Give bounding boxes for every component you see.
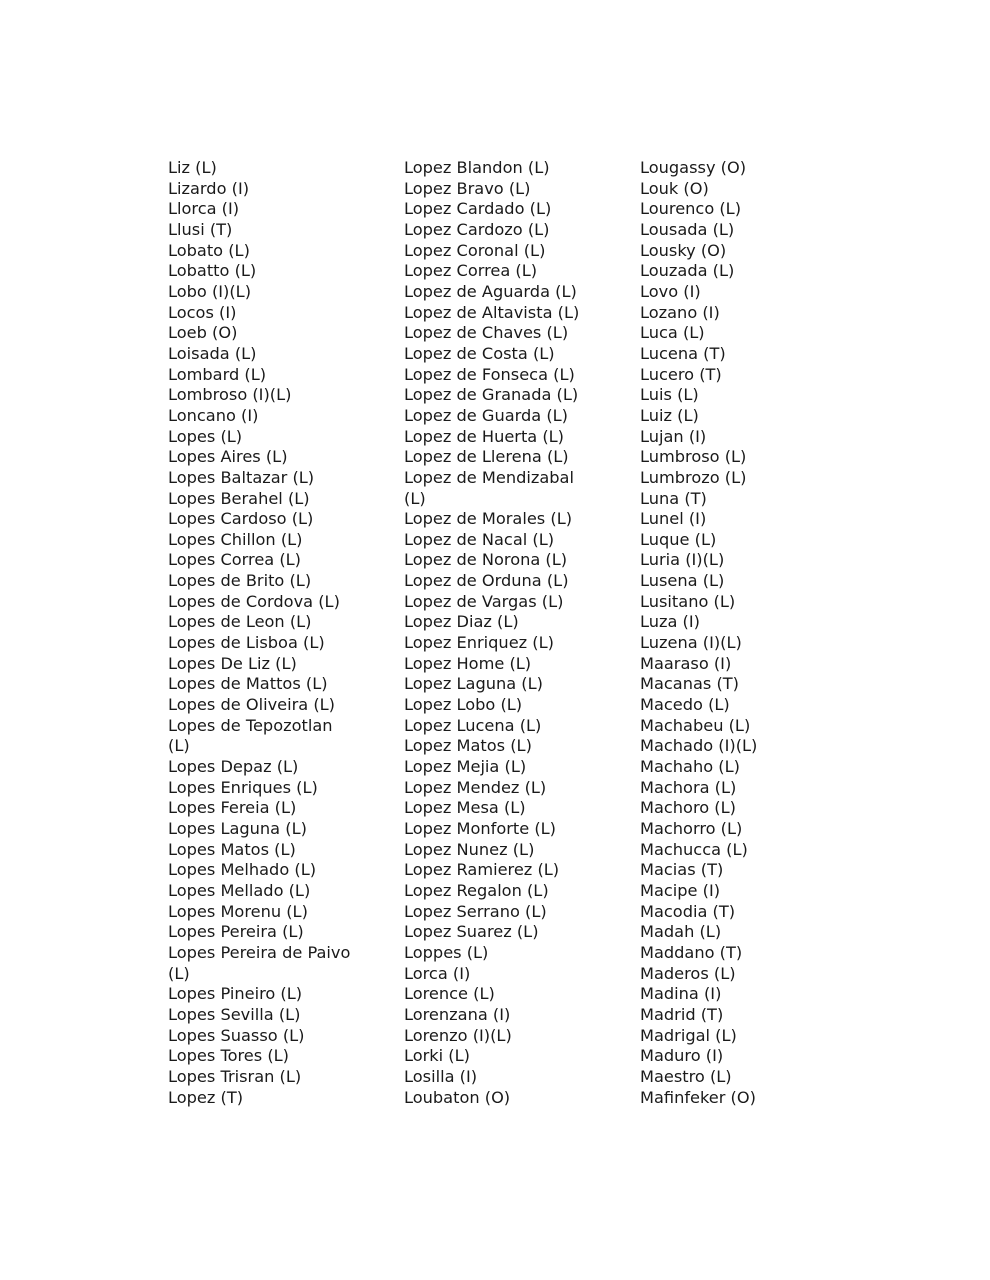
surname-entry: Lopez Lobo (L) bbox=[404, 695, 523, 715]
surname-entry: Luiz (L) bbox=[640, 405, 699, 425]
surname-entry: Mafinfeker (O) bbox=[640, 1087, 756, 1107]
surname-entry: Lumbrozo (L) bbox=[640, 467, 747, 487]
surname-entry: Lopes Chillon (L) bbox=[168, 529, 303, 549]
surname-entry: Luque (L) bbox=[640, 529, 717, 549]
surname-entry: Lombroso (I)(L) bbox=[168, 385, 292, 405]
surname-entry: Lopez de Orduna (L) bbox=[404, 571, 569, 591]
surname-entry: Lorki (L) bbox=[404, 1046, 470, 1066]
surname-entry: Lorence (L) bbox=[404, 984, 495, 1004]
surname-entry: Luza (I) bbox=[640, 612, 700, 632]
surname-entry: Lopes Laguna (L) bbox=[168, 819, 307, 838]
surname-entry: Lousada (L) bbox=[640, 219, 735, 239]
surname-entry: Lujan (I) bbox=[640, 426, 707, 446]
surname-entry: Lopes de Cordova (L) bbox=[168, 591, 340, 611]
surname-entry: Maderos (L) bbox=[640, 963, 736, 983]
surname-entry: Lopez Laguna (L) bbox=[404, 674, 543, 694]
surname-entry: Lopes de Mattos (L) bbox=[168, 674, 328, 694]
surname-entry: Lopez de Aguarda (L) bbox=[404, 281, 577, 301]
surname-entry: Lunel (I) bbox=[640, 509, 707, 529]
surname-column-1 bbox=[168, 158, 396, 1108]
surname-entry: Machaho (L) bbox=[640, 757, 740, 777]
surname-entry: Lopez de Chaves (L) bbox=[404, 323, 569, 343]
surname-entry: Lopes Aires (L) bbox=[168, 447, 288, 467]
surname-entry: Lopez Suarez (L) bbox=[404, 922, 539, 942]
surname-entry: Lopez de Altavista (L) bbox=[404, 302, 580, 322]
surname-entry: Lopez Correa (L) bbox=[404, 261, 538, 281]
surname-entry: Lopes Pereira (L) bbox=[168, 922, 304, 942]
surname-entry: Lozano (I) bbox=[640, 302, 720, 322]
surname-entry: Machorro (L) bbox=[640, 819, 743, 838]
surname-entry: Lopez de Huerta (L) bbox=[404, 426, 565, 446]
surname-entry: Lopes de Brito (L) bbox=[168, 571, 312, 591]
surname-entry: Llusi (T) bbox=[168, 219, 233, 239]
surname-entry: Lopes Melhado (L) bbox=[168, 860, 317, 880]
surname-entry: Lopes de Lisboa (L) bbox=[168, 633, 325, 653]
surname-entry: Lopes Tores (L) bbox=[168, 1046, 289, 1066]
surname-entry: Lopes de Leon (L) bbox=[168, 612, 312, 632]
surname-entry: Lopes Morenu (L) bbox=[168, 901, 308, 921]
surname-entry: Lopez Regalon (L) bbox=[404, 880, 549, 900]
surname-entry: Lopes Baltazar (L) bbox=[168, 467, 315, 487]
surname-entry: Luna (T) bbox=[640, 488, 707, 508]
surname-entry: Lopez de Costa (L) bbox=[404, 343, 555, 363]
surname-entry: Lopez Blandon (L) bbox=[404, 158, 550, 177]
surname-entry: Maaraso (I) bbox=[640, 653, 732, 673]
surname-entry: Lorca (I) bbox=[404, 963, 471, 983]
surname-entry: Luzena (I)(L) bbox=[640, 633, 742, 653]
surname-entry: Lopes Berahel (L) bbox=[168, 488, 310, 508]
surname-entry: Machoro (L) bbox=[640, 798, 736, 818]
surname-entry: Lopez Monforte (L) bbox=[404, 819, 557, 838]
surname-entry: Macanas (T) bbox=[640, 674, 739, 694]
surname-entry: Lopes Sevilla (L) bbox=[168, 1004, 301, 1024]
surname-entry: Lopes De Liz (L) bbox=[168, 653, 297, 673]
surname-entry: Lopez de Nacal (L) bbox=[404, 529, 555, 549]
surname-entry: Machora (L) bbox=[640, 777, 737, 797]
surname-entry: Lopes Suasso (L) bbox=[168, 1025, 305, 1045]
surname-entry: Lopez Ramierez (L) bbox=[404, 860, 560, 880]
surname-entry: Lusitano (L) bbox=[640, 591, 736, 611]
surname-entry: Madah (L) bbox=[640, 922, 722, 942]
surname-entry: Lopes Correa (L) bbox=[168, 550, 302, 570]
surname-entry: Lopes Trisran (L) bbox=[168, 1066, 302, 1086]
surname-entry: Lopez Coronal (L) bbox=[404, 240, 546, 260]
surname-entry: Maduro (I) bbox=[640, 1046, 724, 1066]
surname-entry: Macodia (T) bbox=[640, 901, 736, 921]
surname-entry: Lopez de Morales (L) bbox=[404, 509, 573, 529]
surname-entry: Lopes de Tepozotlan (L) bbox=[168, 715, 333, 756]
surname-entry: Lopez de Llerena (L) bbox=[404, 447, 569, 467]
surname-entry: Lobo (I)(L) bbox=[168, 281, 252, 301]
surname-entry: Lombard (L) bbox=[168, 364, 267, 384]
surname-entry: Lopez de Guarda (L) bbox=[404, 405, 568, 425]
surname-entry: Lopez Mejia (L) bbox=[404, 757, 527, 777]
surname-entry: Lopez Cardozo (L) bbox=[404, 219, 550, 239]
surname-entry: Lopes (L) bbox=[168, 426, 243, 446]
surname-entry: Lopez de Norona (L) bbox=[404, 550, 568, 570]
surname-entry: Locos (I) bbox=[168, 302, 237, 322]
surname-entry: Lopez Lucena (L) bbox=[404, 715, 542, 735]
surname-entry: Lougassy (O) bbox=[640, 158, 747, 177]
surname-entry: Loeb (O) bbox=[168, 323, 238, 343]
surname-entry: Lopes Cardoso (L) bbox=[168, 509, 314, 529]
surname-entry: Lopez (T) bbox=[168, 1087, 244, 1107]
surname-entry: Macedo (L) bbox=[640, 695, 730, 715]
surname-entry: Losilla (I) bbox=[404, 1066, 478, 1086]
surname-entry: Lopez Serrano (L) bbox=[404, 901, 547, 921]
surname-entry: Lourenco (L) bbox=[640, 199, 742, 219]
surname-entry: Madina (I) bbox=[640, 984, 722, 1004]
surname-entry: Madrid (T) bbox=[640, 1004, 724, 1024]
surname-entry: Machabeu (L) bbox=[640, 715, 751, 735]
surname-entry: Lopez Cardado (L) bbox=[404, 199, 552, 219]
surname-entry: Lopez Mendez (L) bbox=[404, 777, 547, 797]
surname-entry: Lopes Enriques (L) bbox=[168, 777, 318, 797]
surname-entry: Maestro (L) bbox=[640, 1066, 732, 1086]
surname-entry: Luria (I)(L) bbox=[640, 550, 725, 570]
surname-entry: Lopes de Oliveira (L) bbox=[168, 695, 335, 715]
surname-entry: Loubaton (O) bbox=[404, 1087, 511, 1107]
surname-entry: Loncano (I) bbox=[168, 405, 259, 425]
surname-entry: Lopez Enriquez (L) bbox=[404, 633, 554, 653]
surname-entry: Lucero (T) bbox=[640, 364, 722, 384]
surname-entry: Lopez Nunez (L) bbox=[404, 839, 535, 859]
surname-entry: Machucca (L) bbox=[640, 839, 748, 859]
surname-entry: Machado (I)(L) bbox=[640, 736, 758, 756]
surname-entry: Lopez Home (L) bbox=[404, 653, 532, 673]
surname-entry: Lumbroso (L) bbox=[640, 447, 747, 467]
surname-entry: Lorenzo (I)(L) bbox=[404, 1025, 512, 1045]
surname-entry: Lopez de Vargas (L) bbox=[404, 591, 564, 611]
surname-entry: Macias (T) bbox=[640, 860, 724, 880]
surname-entry: Liz (L) bbox=[168, 158, 217, 177]
surname-entry: Lopez Matos (L) bbox=[404, 736, 532, 756]
surname-entry: Lopes Pineiro (L) bbox=[168, 984, 303, 1004]
surname-entry: Lopes Pereira de Paivo (L) bbox=[168, 942, 351, 983]
surname-entry: Lousky (O) bbox=[640, 240, 727, 260]
surname-entry: Macipe (I) bbox=[640, 880, 721, 900]
surname-entry: Louzada (L) bbox=[640, 261, 735, 281]
surname-entry: Lopes Mellado (L) bbox=[168, 880, 311, 900]
surname-entry: Luis (L) bbox=[640, 385, 699, 405]
surname-entry: Lopez de Mendizabal (L) bbox=[404, 467, 574, 508]
surname-entry: Lopes Fereia (L) bbox=[168, 798, 297, 818]
surname-entry: Lopez de Granada (L) bbox=[404, 385, 579, 405]
surname-entry: Lizardo (I) bbox=[168, 178, 250, 198]
surname-column-3 bbox=[640, 158, 868, 1108]
surname-entry: Luca (L) bbox=[640, 323, 705, 343]
surname-column-2 bbox=[404, 158, 632, 1108]
surname-entry: Lobato (L) bbox=[168, 240, 250, 260]
surname-entry: Llorca (I) bbox=[168, 199, 240, 219]
surname-entry: Madrigal (L) bbox=[640, 1025, 737, 1045]
surname-entry: Louk (O) bbox=[640, 178, 709, 198]
surname-entry: Lopez de Fonseca (L) bbox=[404, 364, 575, 384]
surname-entry: Lopez Mesa (L) bbox=[404, 798, 526, 818]
surname-entry: Lopes Depaz (L) bbox=[168, 757, 299, 777]
surname-entry: Maddano (T) bbox=[640, 942, 743, 962]
surname-entry: Lusena (L) bbox=[640, 571, 725, 591]
surname-entry: Lucena (T) bbox=[640, 343, 726, 363]
surname-entry: Lovo (I) bbox=[640, 281, 701, 301]
surname-entry: Lorenzana (I) bbox=[404, 1004, 511, 1024]
surname-entry: Loppes (L) bbox=[404, 942, 489, 962]
surname-entry: Lopez Bravo (L) bbox=[404, 178, 531, 198]
surname-entry: Lopes Matos (L) bbox=[168, 839, 296, 859]
surname-entry: Lopez Diaz (L) bbox=[404, 612, 519, 632]
surname-entry: Loisada (L) bbox=[168, 343, 257, 363]
surname-entry: Lobatto (L) bbox=[168, 261, 257, 281]
